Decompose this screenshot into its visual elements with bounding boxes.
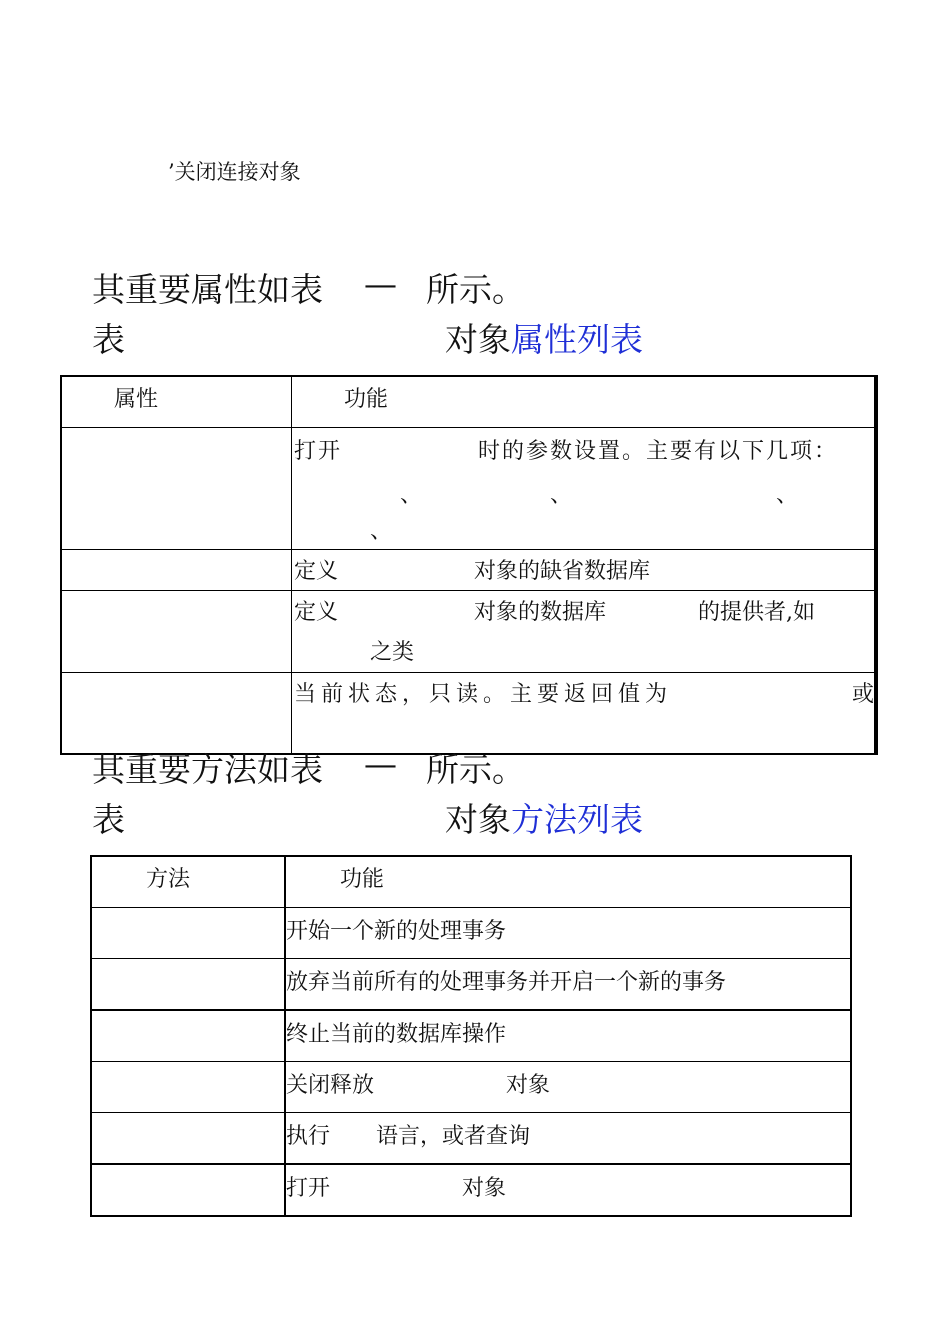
method-desc-cell bbox=[285, 959, 851, 1011]
table-row bbox=[61, 549, 876, 590]
method-name-cell bbox=[91, 959, 285, 1011]
header-cell-function bbox=[285, 856, 851, 908]
property-desc-cell bbox=[292, 672, 877, 754]
props-caption-title bbox=[445, 314, 643, 361]
desc-text: 定义 bbox=[294, 599, 339, 625]
method-desc-part: 语言，或者查询 bbox=[376, 1124, 531, 1149]
desc-text: 对象的缺省数据库 bbox=[474, 558, 651, 584]
properties-table bbox=[60, 375, 878, 755]
table-row bbox=[91, 908, 851, 959]
desc-text: 的提供者,如 bbox=[698, 599, 815, 625]
props-heading bbox=[92, 264, 323, 311]
header-cell-method bbox=[91, 856, 285, 908]
desc-text: 时的参数设置。主要有以下几项： bbox=[478, 438, 839, 464]
desc-text: 定义 bbox=[294, 558, 339, 584]
method-desc-cell bbox=[285, 1113, 851, 1165]
methods-caption-title bbox=[445, 794, 643, 841]
method-desc-part: 对象 bbox=[506, 1073, 551, 1098]
table-row bbox=[61, 427, 876, 549]
header-method-label: 方法 bbox=[146, 867, 191, 892]
header-function-label: 功能 bbox=[340, 867, 385, 892]
separator-mark: 、 bbox=[370, 518, 393, 544]
table-header-row bbox=[91, 856, 851, 908]
methods-caption-blue-title: 方法列表 bbox=[511, 800, 643, 839]
property-desc-cell bbox=[292, 427, 877, 549]
method-desc-cell bbox=[285, 1010, 851, 1062]
method-desc bbox=[286, 1062, 850, 1099]
props-heading-dash: — bbox=[364, 264, 397, 303]
props-caption-prefix: 表 bbox=[92, 320, 125, 359]
table-row bbox=[91, 1010, 851, 1062]
intro-comment: ’关闭连接对象 bbox=[168, 160, 301, 184]
method-name-cell bbox=[91, 1113, 285, 1165]
props-caption-blue-title: 属性列表 bbox=[511, 320, 643, 359]
method-desc-cell bbox=[285, 1062, 851, 1113]
method-desc: 放弃当前所有的处理事务并开启一个新的事务 bbox=[286, 970, 727, 995]
property-name-cell bbox=[61, 590, 292, 672]
method-name-cell bbox=[91, 1010, 285, 1062]
table-row bbox=[61, 672, 876, 754]
methods-caption-object: 对象 bbox=[445, 800, 511, 839]
method-name-cell bbox=[91, 908, 285, 959]
desc-text: 或 bbox=[852, 681, 875, 707]
method-name-cell bbox=[91, 1062, 285, 1113]
separator-mark: 、 bbox=[400, 482, 423, 508]
methods-heading-dash: — bbox=[364, 744, 397, 783]
props-heading-tail: 所示。 bbox=[426, 270, 525, 309]
table-row bbox=[61, 590, 876, 672]
table-row bbox=[91, 1062, 851, 1113]
property-name-cell bbox=[61, 672, 292, 754]
separator-mark: 、 bbox=[550, 482, 573, 508]
method-desc-part: 对象 bbox=[462, 1176, 507, 1201]
table-row bbox=[91, 959, 851, 1011]
table-header-row bbox=[61, 376, 876, 427]
property-desc-cell bbox=[292, 549, 877, 590]
property-name-cell bbox=[61, 549, 292, 590]
header-cell-function bbox=[292, 376, 877, 427]
header-property-label: 属性 bbox=[114, 387, 159, 412]
header-function-label: 功能 bbox=[344, 387, 389, 412]
desc-text: 之类 bbox=[370, 639, 415, 665]
desc-text: 对象的数据库 bbox=[474, 599, 607, 625]
table-row bbox=[91, 1164, 851, 1216]
method-desc-part: 打开 bbox=[286, 1176, 331, 1201]
methods-table bbox=[90, 855, 852, 1217]
desc-text: 打开 bbox=[294, 438, 343, 464]
method-name-cell bbox=[91, 1164, 285, 1216]
props-caption-object: 对象 bbox=[445, 320, 511, 359]
desc-text: 当前状态，只读。主要返回值为 bbox=[294, 681, 673, 707]
method-desc bbox=[286, 1113, 850, 1150]
method-desc-cell bbox=[285, 908, 851, 959]
method-desc bbox=[286, 1165, 850, 1202]
method-desc-part: 关闭释放 bbox=[286, 1073, 375, 1098]
table-row bbox=[91, 1113, 851, 1165]
header-cell-property bbox=[61, 376, 292, 427]
method-desc: 终止当前的数据库操作 bbox=[286, 1022, 507, 1047]
method-desc: 开始一个新的处理事务 bbox=[286, 919, 507, 944]
methods-heading-text: 其重要方法如表 bbox=[92, 750, 323, 789]
property-desc-cell bbox=[292, 590, 877, 672]
method-desc-part: 执行 bbox=[286, 1124, 331, 1149]
props-heading-text: 其重要属性如表 bbox=[92, 270, 323, 309]
separator-mark: 、 bbox=[776, 482, 799, 508]
methods-caption-prefix: 表 bbox=[92, 800, 125, 839]
methods-heading-tail: 所示。 bbox=[426, 750, 525, 789]
property-name-cell bbox=[61, 427, 292, 549]
method-desc-cell bbox=[285, 1164, 851, 1216]
